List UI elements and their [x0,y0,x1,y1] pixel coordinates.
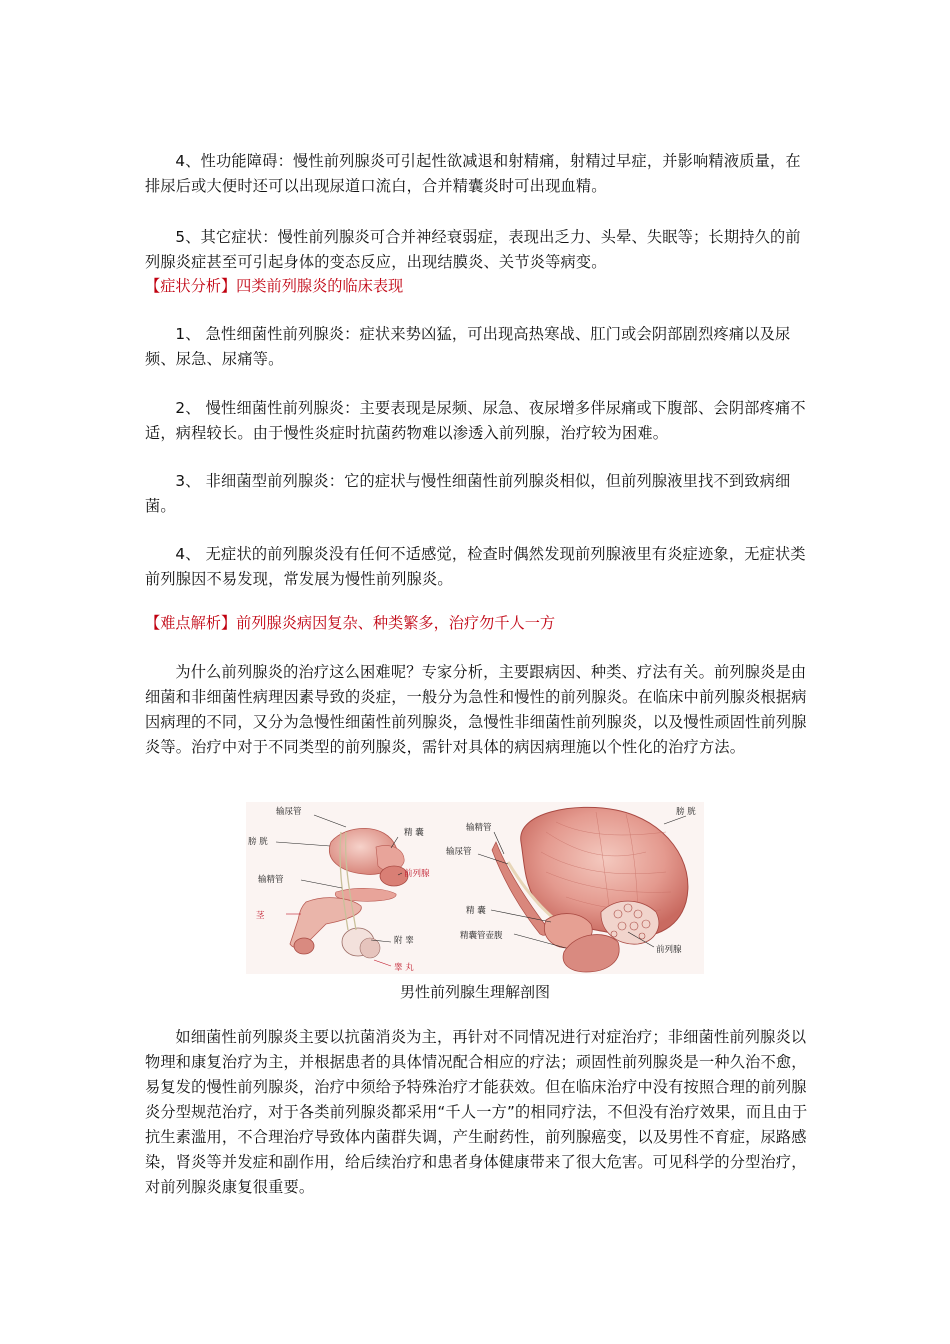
label-left-testis: 睾 丸 [394,963,414,973]
label-left-penis: 茎 [256,911,265,921]
label-left-vas-deferens: 输精管 [258,875,284,885]
label-right-vas-deferens: 输精管 [466,823,492,833]
label-left-seminal-vesicle: 精 囊 [404,828,424,838]
label-right-ureter: 输尿管 [446,847,472,857]
paragraph-sexual-dysfunction: 4、性功能障碍：慢性前列腺炎可引起性欲减退和射精痛，射精过早症，并影响精液质量，在排尿后或大便时还可以出现尿道口流白，合并精囊炎时可出现血精。 [145,152,801,195]
anatomy-figure [246,802,704,974]
paragraph-chronic-bacterial: 2、 慢性细菌性前列腺炎：主要表现是尿频、尿急、夜尿增多伴尿痛或下腹部、会阴部疼痛不适，病程较长。由于慢性炎症时抗菌药物难以渗透入前列腺，治疗较为困难。 [145,399,806,442]
section-heading-difficulty-analysis: 【难点解析】前列腺炎病因复杂、种类繁多，治疗勿千人一方 [145,614,556,632]
label-right-seminal-vesicle: 精 囊 [466,906,486,916]
label-right-bladder: 膀 胱 [676,807,696,817]
label-right-ampulla: 精囊管壶腹 [460,931,503,941]
paragraph-other-symptoms: 5、其它症状：慢性前列腺炎可合并神经衰弱症，表现出乏力、头晕、失眠等；长期持久的前列腺炎症甚至可引起身体的变态反应，出现结膜炎、关节炎等病变。 [145,228,801,271]
paragraph-treatment-approach: 如细菌性前列腺炎主要以抗菌消炎为主，再针对不同情况进行对症治疗；非细菌性前列腺炎以物理和康复治疗为主，并根据患者的具体情况配合相应的疗法；顽固性前列腺炎是一种久治不愈，易复发的慢性前列腺炎，治疗中须给予特殊治疗才能获效。但在临床治疗中没有按照合理的前列腺炎分型规范治疗，对于各类前列腺炎都采用“千人一方”的相同疗法，不但没有治疗效果，而且由于抗生素滥用，不合理治疗导致体内菌群失调，产生耐药性，前列腺癌变，以及男性不育症，尿路感染，肾炎等并发症和副作用，给后续治疗和患者身体健康带来了很大危害。可见科学的分型治疗，对前列腺炎康复很重要。 [145,1028,808,1196]
label-left-epididymis: 附 睾 [394,936,414,946]
label-left-prostate: 前列腺 [404,869,430,879]
paragraph-non-bacterial: 3、 非细菌型前列腺炎：它的症状与慢性细菌性前列腺炎相似，但前列腺液里找不到致病细菌。 [145,472,791,515]
section-heading-symptom-analysis: 【症状分析】四类前列腺炎的临床表现 [145,277,404,295]
paragraph-asymptomatic: 4、 无症状的前列腺炎没有任何不适感觉，检查时偶然发现前列腺液里有炎症迹象，无症状类前列腺因不易发现，常发展为慢性前列腺炎。 [145,545,806,588]
right-anatomy-diagram [446,806,696,972]
paragraph-acute-bacterial: 1、 急性细菌性前列腺炎：症状来势凶猛，可出现高热寒战、肛门或会阴部剧烈疼痛以及尿频、尿急、尿痛等。 [145,325,791,368]
label-left-bladder: 膀 胱 [248,837,268,847]
paragraph-treatment-difficulty: 为什么前列腺炎的治疗这么困难呢？专家分析，主要跟病因、种类、疗法有关。前列腺炎是由细菌和非细菌性病理因素导致的炎症，一般分为急性和慢性的前列腺炎。在临床中前列腺炎根据病因病理的不同，又分为急慢性细菌性前列腺炎，急慢性非细菌性前列腺炎，以及慢性顽固性前列腺炎等。治疗中对于不同类型的前列腺炎，需针对具体的病因病理施以个性化的治疗方法。 [145,663,807,756]
label-right-prostate: 前列腺 [656,945,682,955]
figure-caption: 男性前列腺生理解剖图 [399,983,550,1001]
label-left-ureter: 输尿管 [276,807,302,817]
anatomy-illustration [246,802,704,974]
left-anatomy-diagram [248,806,430,973]
